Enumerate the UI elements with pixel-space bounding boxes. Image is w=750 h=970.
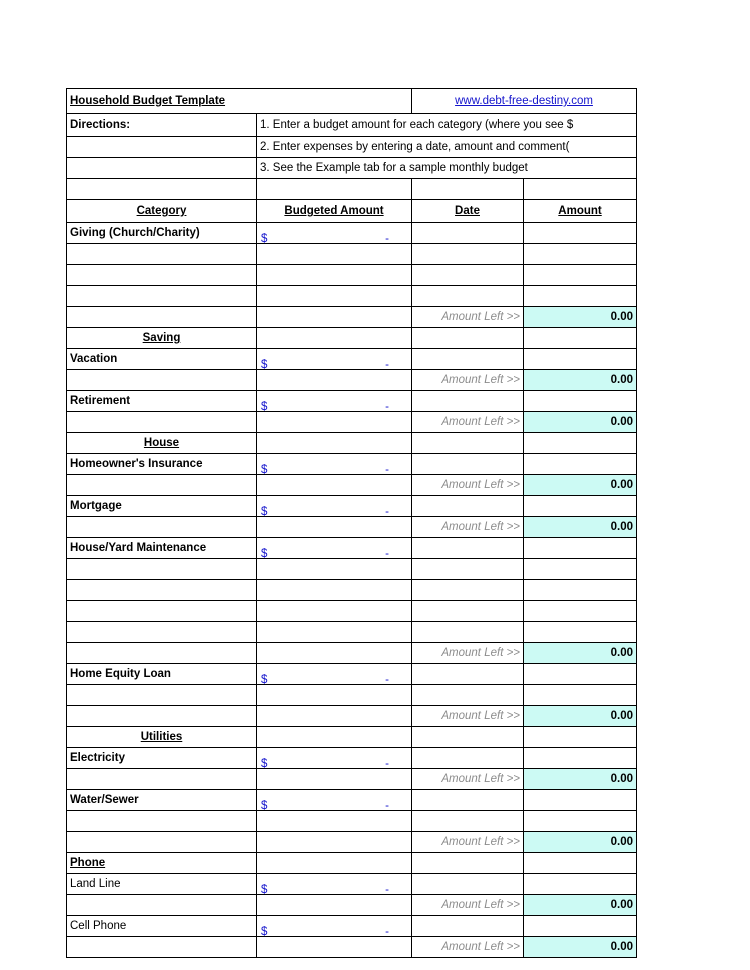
document-title-text: Household Budget Template	[70, 95, 226, 107]
currency-symbol: $	[261, 401, 268, 412]
budget-amount-cell[interactable]	[257, 328, 412, 349]
amount-placeholder: -	[385, 233, 390, 244]
date-cell[interactable]	[412, 286, 524, 307]
table-row	[67, 685, 637, 706]
amount-left-label: Amount Left >>	[412, 895, 524, 916]
category-name-cell[interactable]: Vacation	[67, 349, 257, 370]
empty-cell	[67, 158, 257, 179]
title-row	[67, 89, 637, 114]
amount-left-label: Amount Left >>	[412, 769, 524, 790]
column-header-amount	[524, 200, 637, 223]
category-name-cell[interactable]	[67, 559, 257, 580]
table-row	[67, 433, 637, 454]
table-row	[67, 223, 637, 244]
column-header-category-text: Category	[136, 205, 187, 217]
amount-left-total: 0.00	[524, 832, 637, 853]
directions-label: Directions:	[67, 114, 257, 137]
amount-left-total: 0.00	[524, 706, 637, 727]
website-link[interactable]: www.debt-free-destiny.com	[455, 95, 593, 107]
amount-cell[interactable]	[524, 265, 637, 286]
date-cell[interactable]	[412, 328, 524, 349]
budget-amount-cell[interactable]	[257, 559, 412, 580]
category-name-cell[interactable]	[67, 832, 257, 853]
budget-table	[66, 88, 637, 958]
amount-cell[interactable]	[524, 244, 637, 265]
amount-cell[interactable]	[524, 811, 637, 832]
amount-cell[interactable]	[524, 391, 637, 412]
budget-amount-cell[interactable]	[257, 748, 412, 769]
amount-left-total: 0.00	[524, 769, 637, 790]
amount-placeholder: -	[385, 674, 390, 685]
category-name-cell[interactable]: Retirement	[67, 391, 257, 412]
date-cell[interactable]	[412, 433, 524, 454]
date-cell[interactable]	[412, 454, 524, 475]
empty-cell	[524, 179, 637, 200]
amount-cell[interactable]	[524, 622, 637, 643]
spacer-row	[67, 179, 637, 200]
amount-left-total: 0.00	[524, 895, 637, 916]
budget-amount-cell[interactable]	[257, 265, 412, 286]
amount-cell[interactable]	[524, 601, 637, 622]
currency-symbol: $	[261, 233, 268, 244]
amount-left-total: 0.00	[524, 412, 637, 433]
date-cell[interactable]	[412, 391, 524, 412]
table-row	[67, 727, 637, 748]
category-name-cell[interactable]	[67, 370, 257, 391]
date-cell[interactable]	[412, 748, 524, 769]
amount-left-label: Amount Left >>	[412, 307, 524, 328]
budget-amount-cell[interactable]	[257, 412, 412, 433]
category-name-cell[interactable]	[67, 580, 257, 601]
category-name-cell[interactable]: House/Yard Maintenance	[67, 538, 257, 559]
amount-placeholder: -	[385, 359, 390, 370]
amount-left-total: 0.00	[524, 643, 637, 664]
budget-amount-cell[interactable]	[257, 895, 412, 916]
section-header-text: Saving	[142, 332, 181, 344]
budget-amount-cell[interactable]	[257, 580, 412, 601]
currency-symbol: $	[261, 548, 268, 559]
date-cell[interactable]	[412, 622, 524, 643]
amount-left-total: 0.00	[524, 370, 637, 391]
column-header-date	[412, 200, 524, 223]
budget-amount-cell[interactable]	[257, 223, 412, 244]
section-header-text: Utilities	[140, 731, 183, 743]
amount-left-label: Amount Left >>	[412, 370, 524, 391]
document-title	[67, 89, 412, 114]
amount-cell[interactable]	[524, 496, 637, 517]
budget-amount-cell[interactable]	[257, 286, 412, 307]
amount-placeholder: -	[385, 800, 390, 811]
currency-symbol: $	[261, 674, 268, 685]
table-row	[67, 706, 637, 727]
section-header-cell	[67, 328, 257, 349]
amount-left-total: 0.00	[524, 475, 637, 496]
currency-symbol: $	[261, 884, 268, 895]
table-row	[67, 790, 637, 811]
budget-amount-cell[interactable]	[257, 349, 412, 370]
amount-placeholder: -	[385, 464, 390, 475]
date-cell[interactable]	[412, 790, 524, 811]
amount-left-label: Amount Left >>	[412, 832, 524, 853]
table-row	[67, 538, 637, 559]
amount-cell[interactable]	[524, 853, 637, 874]
budget-amount-cell[interactable]	[257, 433, 412, 454]
directions-row-1	[67, 114, 637, 137]
date-cell[interactable]	[412, 559, 524, 580]
amount-placeholder: -	[385, 926, 390, 937]
table-row	[67, 454, 637, 475]
budget-amount-cell[interactable]	[257, 811, 412, 832]
category-name-cell[interactable]	[67, 937, 257, 958]
amount-cell[interactable]	[524, 223, 637, 244]
table-row	[67, 286, 637, 307]
budget-amount-cell[interactable]	[257, 832, 412, 853]
direction-line-1: 1. Enter a budget amount for each category (where you see $	[257, 114, 637, 137]
category-name-cell[interactable]	[67, 412, 257, 433]
column-header-budgeted-amount-text: Budgeted Amount	[284, 205, 384, 217]
date-cell[interactable]	[412, 727, 524, 748]
table-row	[67, 496, 637, 517]
table-row	[67, 832, 637, 853]
budget-amount-cell[interactable]	[257, 874, 412, 895]
amount-left-label: Amount Left >>	[412, 643, 524, 664]
budget-spreadsheet	[66, 88, 636, 958]
budget-amount-cell[interactable]	[257, 937, 412, 958]
column-header-amount-text: Amount	[558, 205, 602, 217]
budget-amount-cell[interactable]	[257, 496, 412, 517]
budget-amount-cell[interactable]	[257, 916, 412, 937]
budget-amount-cell[interactable]	[257, 622, 412, 643]
budget-amount-cell[interactable]	[257, 370, 412, 391]
budget-amount-cell[interactable]	[257, 517, 412, 538]
category-name-cell[interactable]	[67, 475, 257, 496]
column-header-date-text: Date	[455, 205, 480, 217]
category-name-cell[interactable]: Electricity	[67, 748, 257, 769]
table-head-section	[67, 89, 637, 223]
direction-line-3: 3. See the Example tab for a sample monthly budget	[257, 158, 637, 179]
amount-placeholder: -	[385, 401, 390, 412]
amount-left-total: 0.00	[524, 517, 637, 538]
date-cell[interactable]	[412, 811, 524, 832]
amount-cell[interactable]	[524, 286, 637, 307]
table-row	[67, 874, 637, 895]
empty-cell	[67, 137, 257, 158]
table-row	[67, 580, 637, 601]
table-row	[67, 664, 637, 685]
table-row	[67, 475, 637, 496]
category-name-cell[interactable]	[67, 643, 257, 664]
date-cell[interactable]	[412, 265, 524, 286]
amount-cell[interactable]	[524, 349, 637, 370]
table-row	[67, 748, 637, 769]
budget-amount-cell[interactable]	[257, 769, 412, 790]
amount-cell[interactable]	[524, 538, 637, 559]
amount-cell[interactable]	[524, 328, 637, 349]
table-row	[67, 853, 637, 874]
date-cell[interactable]	[412, 664, 524, 685]
amount-cell[interactable]	[524, 433, 637, 454]
date-cell[interactable]	[412, 349, 524, 370]
budget-amount-cell[interactable]	[257, 643, 412, 664]
category-name-cell[interactable]	[67, 685, 257, 706]
category-name-cell[interactable]: Water/Sewer	[67, 790, 257, 811]
amount-placeholder: -	[385, 758, 390, 769]
table-row	[67, 307, 637, 328]
date-cell[interactable]	[412, 223, 524, 244]
amount-left-label: Amount Left >>	[412, 937, 524, 958]
budget-amount-cell[interactable]	[257, 601, 412, 622]
date-cell[interactable]	[412, 916, 524, 937]
table-row	[67, 391, 637, 412]
empty-cell	[67, 179, 257, 200]
subsection-header-text: Phone	[70, 857, 106, 869]
direction-line-2: 2. Enter expenses by entering a date, amount and comment(	[257, 137, 637, 158]
table-row	[67, 811, 637, 832]
category-name-cell[interactable]	[67, 706, 257, 727]
amount-cell[interactable]	[524, 580, 637, 601]
empty-cell	[412, 179, 524, 200]
currency-symbol: $	[261, 800, 268, 811]
budget-amount-cell[interactable]	[257, 391, 412, 412]
category-name-cell[interactable]	[67, 601, 257, 622]
amount-left-label: Amount Left >>	[412, 412, 524, 433]
category-name-cell[interactable]	[67, 244, 257, 265]
category-name-cell[interactable]	[67, 286, 257, 307]
budget-amount-cell[interactable]	[257, 244, 412, 265]
category-name-cell[interactable]: Homeowner's Insurance	[67, 454, 257, 475]
amount-cell[interactable]	[524, 685, 637, 706]
table-row	[67, 328, 637, 349]
amount-left-label: Amount Left >>	[412, 517, 524, 538]
date-cell[interactable]	[412, 601, 524, 622]
amount-cell[interactable]	[524, 748, 637, 769]
category-name-cell[interactable]	[67, 307, 257, 328]
category-name-cell[interactable]: Giving (Church/Charity)	[67, 223, 257, 244]
column-header-category	[67, 200, 257, 223]
budget-amount-cell[interactable]	[257, 727, 412, 748]
amount-cell[interactable]	[524, 559, 637, 580]
amount-placeholder: -	[385, 506, 390, 517]
amount-cell[interactable]	[524, 664, 637, 685]
amount-left-total: 0.00	[524, 937, 637, 958]
column-header-row	[67, 200, 637, 223]
date-cell[interactable]	[412, 874, 524, 895]
section-header-cell	[67, 727, 257, 748]
amount-placeholder: -	[385, 548, 390, 559]
table-row	[67, 349, 637, 370]
budget-amount-cell[interactable]	[257, 853, 412, 874]
table-row	[67, 244, 637, 265]
table-row	[67, 937, 637, 958]
date-cell[interactable]	[412, 244, 524, 265]
table-row	[67, 559, 637, 580]
category-name-cell[interactable]	[67, 622, 257, 643]
table-row	[67, 265, 637, 286]
category-name-cell[interactable]: Mortgage	[67, 496, 257, 517]
currency-symbol: $	[261, 359, 268, 370]
category-name-cell[interactable]: Land Line	[67, 874, 257, 895]
amount-cell[interactable]	[524, 790, 637, 811]
budget-amount-cell[interactable]	[257, 706, 412, 727]
table-row	[67, 517, 637, 538]
amount-left-total: 0.00	[524, 307, 637, 328]
currency-symbol: $	[261, 506, 268, 517]
directions-row-2	[67, 137, 637, 158]
amount-cell[interactable]	[524, 727, 637, 748]
category-name-cell[interactable]	[67, 517, 257, 538]
budget-amount-cell[interactable]	[257, 307, 412, 328]
amount-cell[interactable]	[524, 874, 637, 895]
category-name-cell[interactable]: Home Equity Loan	[67, 664, 257, 685]
table-row	[67, 916, 637, 937]
section-header-text: House	[143, 437, 180, 449]
category-name-cell[interactable]	[67, 769, 257, 790]
table-row	[67, 370, 637, 391]
budget-rows	[67, 223, 637, 958]
amount-left-label: Amount Left >>	[412, 475, 524, 496]
section-header-cell	[67, 433, 257, 454]
amount-cell[interactable]	[524, 454, 637, 475]
budget-amount-cell[interactable]	[257, 454, 412, 475]
table-row	[67, 601, 637, 622]
amount-placeholder: -	[385, 884, 390, 895]
currency-symbol: $	[261, 464, 268, 475]
currency-symbol: $	[261, 926, 268, 937]
budget-amount-cell[interactable]	[257, 538, 412, 559]
budget-amount-cell[interactable]	[257, 685, 412, 706]
table-row	[67, 769, 637, 790]
table-row	[67, 412, 637, 433]
directions-row-3	[67, 158, 637, 179]
column-header-budgeted-amount	[257, 200, 412, 223]
empty-cell	[257, 179, 412, 200]
category-name-cell[interactable]	[67, 895, 257, 916]
category-name-cell[interactable]: Cell Phone	[67, 916, 257, 937]
currency-symbol: $	[261, 758, 268, 769]
date-cell[interactable]	[412, 538, 524, 559]
table-row	[67, 643, 637, 664]
budget-amount-cell[interactable]	[257, 664, 412, 685]
date-cell[interactable]	[412, 685, 524, 706]
budget-amount-cell[interactable]	[257, 790, 412, 811]
table-row	[67, 895, 637, 916]
date-cell[interactable]	[412, 580, 524, 601]
amount-cell[interactable]	[524, 916, 637, 937]
budget-amount-cell[interactable]	[257, 475, 412, 496]
category-name-cell[interactable]	[67, 265, 257, 286]
category-name-cell[interactable]	[67, 811, 257, 832]
website-link-cell[interactable]	[412, 89, 637, 114]
subsection-header-cell	[67, 853, 257, 874]
date-cell[interactable]	[412, 496, 524, 517]
date-cell[interactable]	[412, 853, 524, 874]
table-row	[67, 622, 637, 643]
amount-left-label: Amount Left >>	[412, 706, 524, 727]
